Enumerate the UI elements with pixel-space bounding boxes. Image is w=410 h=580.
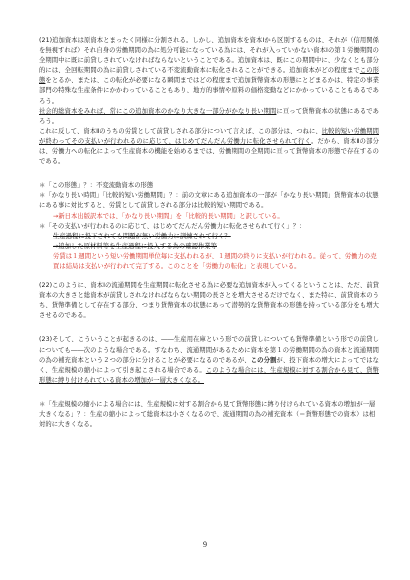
note-this-form: ＊「この形態」？：不変流動資本の形態 bbox=[39, 182, 154, 190]
paragraph-21 bbox=[39, 36, 379, 167]
p23-underlined-conclusion: このような場合には、生産規模に対する割合から見て、貨幣形態に縛り付けられている資本の増加が一層大きくなる。 bbox=[39, 366, 379, 384]
notes-block-1 bbox=[39, 181, 379, 272]
p23-text-2: が、投下資本の増大によってではなく、生産規模の縮小によって引き起こされる場合である。 bbox=[39, 356, 379, 374]
note-long-short-period: ＊「かなり長い時間」「比較的短い労働期間」？：前の文章にある追加資本の一部が「かなり長い期間」貨幣資本の状態にある事に対比すると、労賃として前貸しされる部分は比較的短い期間である。 bbox=[39, 192, 379, 210]
paragraph-22: (22)このように、資本Ⅰの流通期間を生産期間に転化させる為に必要な追加資本が入ってくるということは、ただ、前貸資本の大きさと総資本が前貸しされなければならない期間の長さとを増大させるだけでなく、また特に、前貸資本のうち、貨幣準備として存在する部分、つまり貨幣資本の状態にあって潜勢的な貨幣資本の形態を持っている部分をも増大させるのである。 bbox=[39, 282, 379, 320]
p21-text-2: をとるか、または、この転化が必要になる瞬間まではどの程度まで追加貨幣資本の形態にとどまるかは、特定の事業部門の特殊な生産条件にかかわっていることもあり、地方的事情や原料の価格変動などにかかっていることもあるであろう。 bbox=[39, 77, 379, 105]
note-wage-explanation: 労賃は１週間という短い労働期間単位毎に支払われるが、１週間の終りに支払いが行われる。従って、労働力の売買は結局は支払いが行われて完了する。このことを「労働力の転化」と表現している。 bbox=[53, 252, 377, 270]
p21-underlined-short-period: 比較的短い労働期間 bbox=[321, 127, 379, 135]
note-struck-confirmation: →追加した原材料等を生産過程に投入する為の確認作業等 bbox=[53, 242, 217, 250]
p23-text-1: (23)そして、こういうことが起きるのは、――生産用在庫という形での前貸しについても貨幣準備という形での前貸しについても――次のような場合である。すなわち、流通期間があるために資本を第１の労働期間の為の資本と流通期間の為の補充資本という２つの部分に分けることが必要になるのであるが、 bbox=[39, 336, 379, 364]
p21-underlined-long-period: がかなり長い期間 bbox=[225, 107, 277, 115]
page-number: 9 bbox=[203, 540, 207, 549]
document-body bbox=[39, 36, 379, 430]
p21-underlined-social-capital: 社会的総資本をみれば、常にこの追加資本のかなり大きな一部分 bbox=[39, 107, 226, 115]
note-struck-training: 生産過程に投下されても問題が無い労働力に訓練されて行く？ bbox=[53, 232, 231, 240]
p21-text-3: に亘って貨幣資本の状態にあるであろう。 bbox=[39, 107, 379, 125]
note-payment-question: ＊「その支払いが行われるのに応じて、はじめてだんだん労働力に転化させられて行く」？： bbox=[39, 222, 306, 230]
p21-underlined-conversion: が終わってその支払いが行われるのに応じて、はじめてだんだん労働力に転化させられて行く bbox=[39, 137, 311, 145]
p23-bold-division: この分割 bbox=[250, 356, 277, 364]
p21-underlined-this-form: この形態 bbox=[39, 67, 380, 85]
p21-text-4: これに反して、資本Ⅱのうちの労賃として前貸しされる部分について言えば、この部分は、つねに、 bbox=[39, 127, 322, 135]
p21-text-5: 。だから、資本Ⅱの部分は、労働力への転化によって生産資本の機能を始めるまでは、労働期間の全期間に亘って貨幣資本の形態で存在するのである。 bbox=[39, 137, 379, 166]
p21-text-1: (21)追加資本は原資本とまったく同様に分割される。しかし、追加資本を資本Ⅰから区別するものは、それが（信用関係を無視すれば）それ自身の労働期間の為に処分可能になっている為には、それが入っていかない資本Ⅰの第１労働期間の全期間中に既に前貸しされていなければならないということである。追加資本は、既にこの期間中に、少なくとも部分的には、全回転期間の為に前貸しされている不変流動資本に転化されることができる。追加資本がどの程度まで bbox=[39, 37, 379, 75]
note-translation-comparison: →新日本出版訳本では、「かなり長い期間」を「比較的長い期間」と訳している。 bbox=[53, 212, 284, 220]
note-scale-reduction: ＊「生産規模の縮小による場合には、生産規模に対する割合から見て貨幣形態に縛り付けられている資本の増加が一層大きくなる」？：生産の縮小によって総資本は小さくなるので、流通期間の為の補充資本（＝貨幣形態での資本）は相対的に大きくなる。 bbox=[39, 400, 376, 429]
paragraph-23 bbox=[39, 335, 379, 385]
